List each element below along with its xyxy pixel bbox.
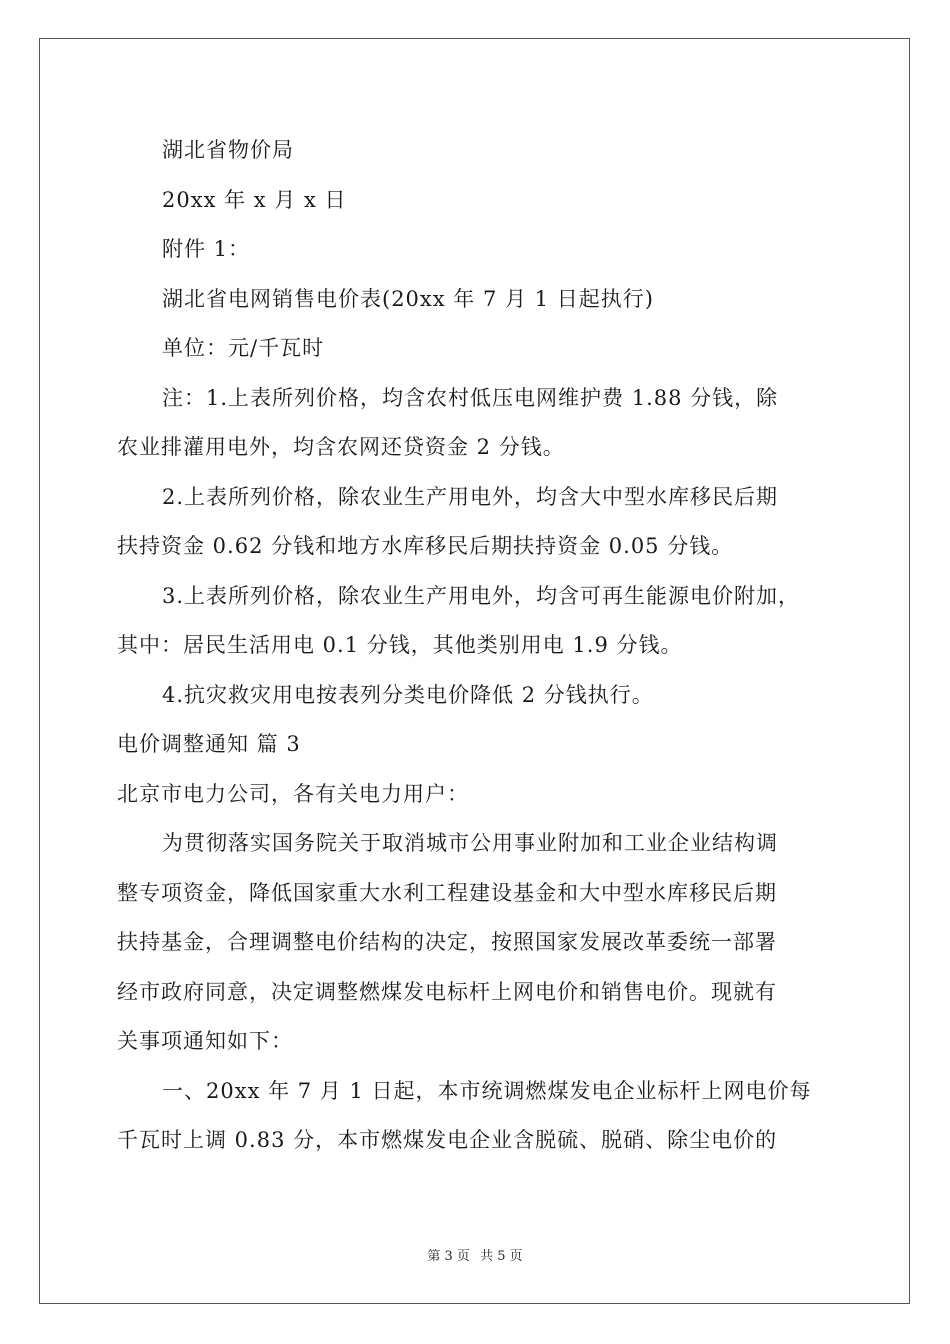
- text-line: 北京市电力公司，各有关电力用户：: [117, 781, 469, 806]
- text-line: 湖北省电网销售电价表(20xx 年 7 月 1 日起执行): [162, 286, 654, 311]
- text-line: 经市政府同意，决定调整燃煤发电标杆上网电价和销售电价。现就有: [117, 979, 777, 1004]
- page-footer: [0, 1245, 950, 1264]
- text-line: 单位：元/千瓦时: [162, 336, 325, 360]
- text-line: 电价调整通知 篇 3: [117, 732, 301, 756]
- text-line: 注：1.上表所列价格，均含农村低压电网维护费 1.88 分钱，除: [162, 385, 779, 410]
- text-line: 整专项资金，降低国家重大水利工程建设基金和大中型水库移民后期: [117, 880, 777, 905]
- text-line: 4.抗灾救灾用电按表列分类电价降低 2 分钱执行。: [162, 682, 654, 707]
- text-line: 一、20xx 年 7 月 1 日起，本市统调燃煤发电企业标杆上网电价每: [162, 1078, 812, 1103]
- page-number: 第 3 页: [427, 1249, 470, 1264]
- document-body: [117, 126, 837, 1166]
- text-line: 扶持资金 0.62 分钱和地方水库移民后期扶持资金 0.05 分钱。: [117, 534, 734, 558]
- text-line: 其中：居民生活用电 0.1 分钱，其他类别用电 1.9 分钱。: [117, 633, 683, 657]
- text-line: 千瓦时上调 0.83 分，本市燃煤发电企业含脱硫、脱硝、除尘电价的: [117, 1128, 778, 1152]
- text-line: 附件 1：: [162, 237, 251, 261]
- page-total: 共 5 页: [480, 1249, 523, 1264]
- text-line: 20xx 年 x 月 x 日: [162, 187, 347, 212]
- text-line: 扶持基金，合理调整电价结构的决定，按照国家发展改革委统一部署: [117, 930, 777, 954]
- text-line: 2.上表所列价格，除农业生产用电外，均含大中型水库移民后期: [162, 484, 779, 509]
- text-line: 关事项通知如下：: [117, 1029, 293, 1053]
- text-line: 农业排灌用电外，均含农网还贷资金 2 分钱。: [117, 435, 565, 459]
- text-line: 为贯彻落实国务院关于取消城市公用事业附加和工业企业结构调: [162, 831, 778, 855]
- text-line: 3.上表所列价格，除农业生产用电外，均含可再生能源电价附加，: [162, 583, 801, 608]
- text-line: 湖北省物价局: [162, 138, 294, 162]
